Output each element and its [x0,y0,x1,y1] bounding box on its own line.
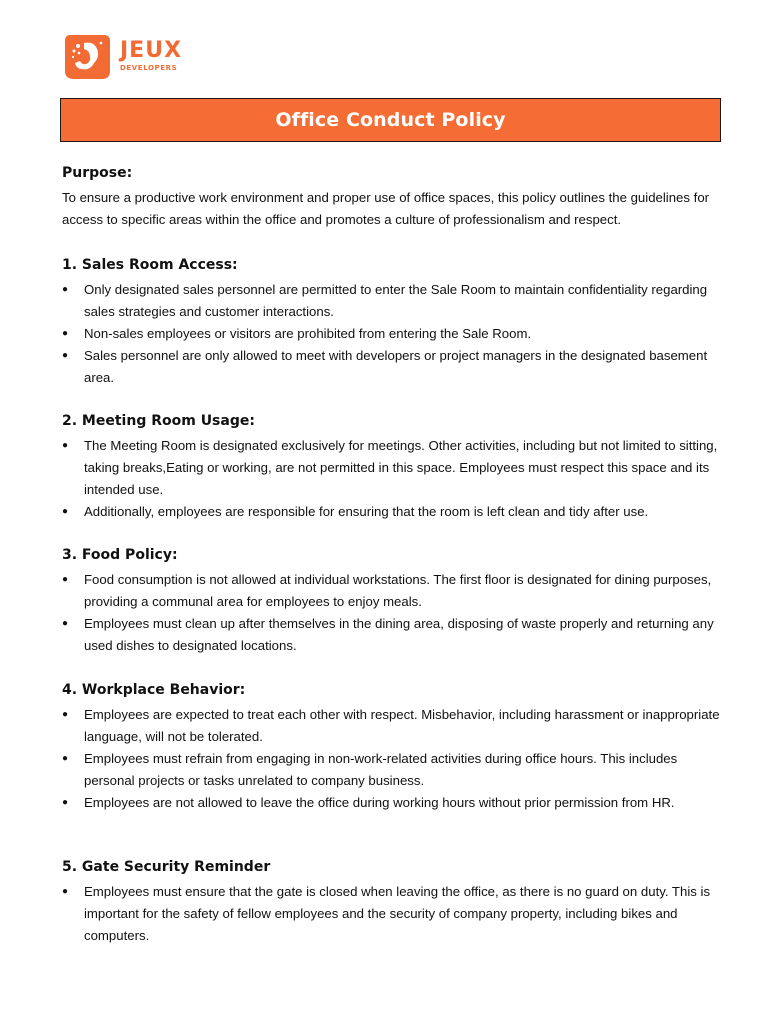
list-item: ● Sales personnel are only allowed to meet with developers or project managers in the designated basement area. [62,345,726,389]
logo-text [120,37,183,73]
list-item: ● Additionally, employees are responsible for ensuring that the room is left clean and tidy after use. [62,501,726,523]
bullet-list [62,704,726,814]
list-item: ● Non-sales employees or visitors are prohibited from entering the Sale Room. [62,323,726,345]
section-sales-room-access [62,255,726,389]
purpose-section [62,163,726,231]
title-banner [60,98,721,142]
bullet-list [62,569,726,657]
brand-name: JEUX [120,37,183,63]
list-item: ● Employees are expected to treat each other with respect. Misbehavior, including harassment or inappropriate language, will not be tolerated. [62,704,726,748]
bullet-list [62,279,726,389]
section-heading: 1. Sales Room Access: [62,257,238,273]
bullet-list [62,881,726,947]
section-gate-security-reminder [62,857,726,947]
list-item: ● Food consumption is not allowed at individual workstations. The first floor is designated for dining purposes, providing a communal area for employees to enjoy meals. [62,569,726,613]
section-heading: 2. Meeting Room Usage: [62,413,255,429]
jeux-logo-icon [62,31,112,81]
purpose-text: To ensure a productive work environment and proper use of office spaces, this policy outlines the guidelines for access to specific areas within the office and promotes a culture of professionalism and respect. [62,190,710,227]
page-title: Office Conduct Policy [275,109,506,131]
section-heading: 5. Gate Security Reminder [62,859,271,875]
brand-tagline: DEVELOPERS [120,63,178,72]
bullet-list [62,435,726,523]
section-heading: 4. Workplace Behavior: [62,682,246,698]
list-item: ● Employees must clean up after themselves in the dining area, disposing of waste properly and returning any used dishes to designated locations. [62,613,726,657]
purpose-heading: Purpose: [62,165,133,181]
list-item: ● Employees must ensure that the gate is closed when leaving the office, as there is no guard on duty. This is important for the safety of fellow employees and the security of company property, including bikes and computers. [62,881,726,947]
section-meeting-room-usage [62,411,726,523]
section-food-policy [62,545,726,657]
list-item: ● Only designated sales personnel are permitted to enter the Sale Room to maintain confidentiality regarding sales strategies and customer interactions. [62,279,726,323]
company-logo [62,30,182,82]
list-item: ● Employees are not allowed to leave the office during working hours without prior permission from HR. [62,792,726,814]
section-workplace-behavior [62,680,726,814]
list-item: ● Employees must refrain from engaging in non-work-related activities during office hours. This includes personal projects or tasks unrelated to company business. [62,748,726,792]
list-item: ● The Meeting Room is designated exclusively for meetings. Other activities, including but not limited to sitting, taking breaks,Eating or working, are not permitted in this space. Employees must respect this space and its intended use. [62,435,726,501]
section-heading: 3. Food Policy: [62,547,178,563]
